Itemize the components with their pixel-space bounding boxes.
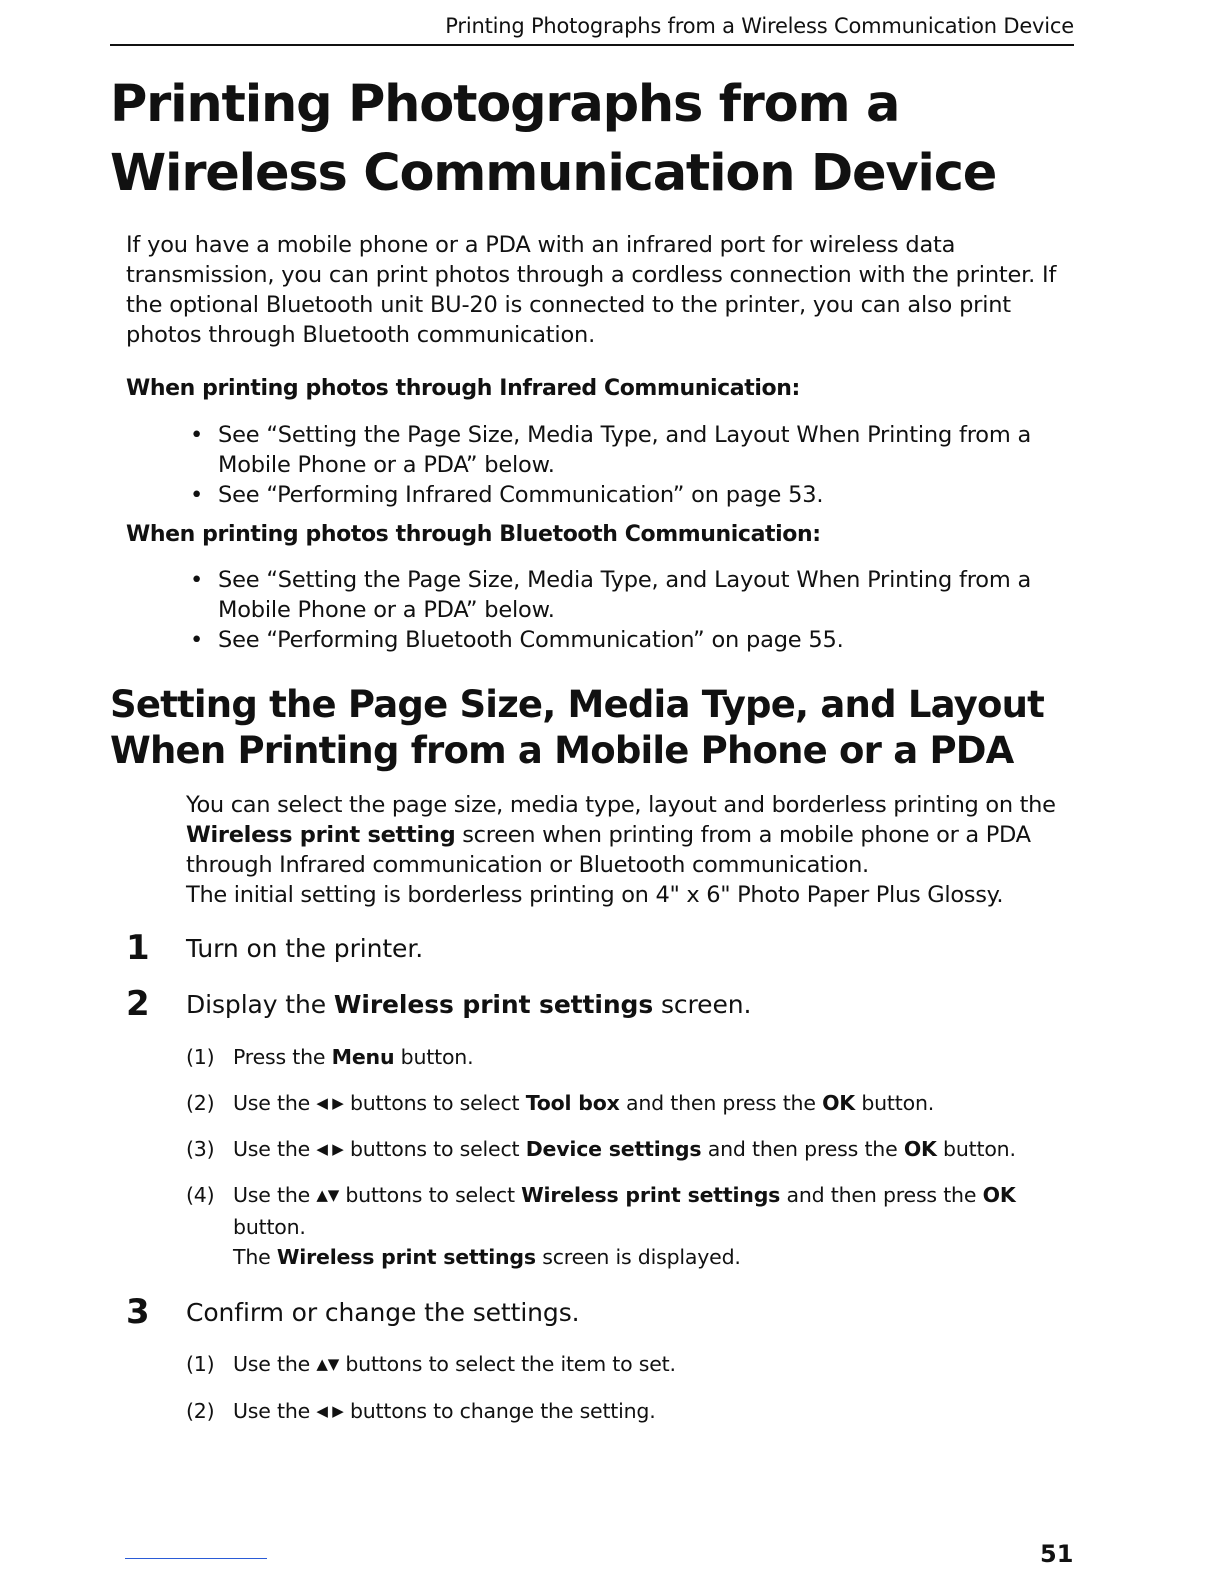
left-right-arrows-icon: ◀ ▶ bbox=[316, 1402, 344, 1420]
text: buttons to select bbox=[343, 1091, 526, 1115]
screen-name: Wireless print settings bbox=[333, 990, 654, 1019]
list-item: • See “Performing Infrared Communication” on page 53. bbox=[186, 480, 1076, 510]
text: buttons to select the item to set. bbox=[339, 1352, 676, 1376]
step-number: 1 bbox=[126, 928, 150, 968]
menu-name: Tool box bbox=[525, 1091, 620, 1115]
text: Use the bbox=[233, 1091, 317, 1115]
list-item: • See “Performing Bluetooth Communication” on page 55. bbox=[186, 625, 1076, 655]
substep-text bbox=[233, 1349, 1033, 1381]
section-body bbox=[186, 790, 1086, 910]
footer-rule bbox=[125, 1558, 267, 1559]
up-down-arrows-icon: ▲▼ bbox=[316, 1355, 340, 1373]
bluetooth-list bbox=[186, 565, 1076, 655]
step-text: Confirm or change the settings. bbox=[186, 1298, 580, 1327]
left-right-arrows-icon: ◀ ▶ bbox=[316, 1140, 344, 1158]
text: and then press the bbox=[619, 1091, 823, 1115]
text: buttons to select bbox=[343, 1137, 526, 1161]
step-text: Turn on the printer. bbox=[186, 934, 424, 963]
page-number: 51 bbox=[1040, 1540, 1074, 1568]
menu-name: Device settings bbox=[525, 1137, 702, 1161]
substep-text bbox=[233, 1396, 1033, 1428]
substep-number: (2) bbox=[186, 1399, 215, 1423]
running-header: Printing Photographs from a Wireless Communication Device bbox=[110, 14, 1074, 46]
button-name: Menu bbox=[331, 1045, 395, 1069]
text: Use the bbox=[233, 1183, 317, 1207]
text: buttons to select bbox=[339, 1183, 522, 1207]
intro-paragraph: If you have a mobile phone or a PDA with an infrared port for wireless data transmission, you can print photos through a cordless connection with the printer. If the optional Bluetooth unit BU-20 is connected to the printer, you can also print photos through Bluetooth communication. bbox=[126, 232, 1057, 348]
text: screen is displayed. bbox=[535, 1245, 741, 1269]
step-number: 3 bbox=[126, 1292, 150, 1332]
text: and then press the bbox=[780, 1183, 983, 1207]
text: button. bbox=[233, 1215, 306, 1239]
text: Use the bbox=[233, 1399, 317, 1423]
text: screen when printing from a mobile phone or a PDA through Infrared communication or Bluetooth communication. bbox=[186, 822, 1031, 878]
substep-text bbox=[233, 1134, 1033, 1166]
text: Press the bbox=[233, 1045, 332, 1069]
menu-name: Wireless print settings bbox=[521, 1183, 781, 1207]
initial-setting-note: The initial setting is borderless printing on 4" x 6" Photo Paper Plus Glossy. bbox=[186, 882, 1004, 908]
text: button. bbox=[936, 1137, 1016, 1161]
text: Display the bbox=[186, 990, 334, 1019]
substep-number: (4) bbox=[186, 1183, 215, 1207]
step-text bbox=[186, 990, 751, 1019]
substep-text bbox=[233, 1042, 1033, 1072]
button-name: OK bbox=[903, 1137, 937, 1161]
substep-text bbox=[233, 1180, 1033, 1272]
text: You can select the page size, media type, layout and borderless printing on the bbox=[186, 792, 1056, 818]
text: Use the bbox=[233, 1352, 317, 1376]
text: button. bbox=[394, 1045, 474, 1069]
substep-text bbox=[233, 1088, 1033, 1120]
left-right-arrows-icon: ◀ ▶ bbox=[316, 1094, 344, 1112]
substep-number: (3) bbox=[186, 1137, 215, 1161]
page-title: Printing Photographs from a Wireless Communication Device bbox=[110, 75, 997, 203]
substep-number: (1) bbox=[186, 1352, 215, 1376]
up-down-arrows-icon: ▲▼ bbox=[316, 1186, 340, 1204]
screen-name: Wireless print setting bbox=[186, 822, 456, 848]
list-item: • See “Setting the Page Size, Media Type, and Layout When Printing from a Mobile Phone or a PDA” below. bbox=[186, 565, 1076, 625]
text: The bbox=[233, 1245, 277, 1269]
text: button. bbox=[855, 1091, 935, 1115]
section-paragraph bbox=[186, 790, 1086, 880]
section-title: Setting the Page Size, Media Type, and Layout When Printing from a Mobile Phone or a PDA bbox=[110, 683, 1045, 772]
list-item: • See “Setting the Page Size, Media Type, and Layout When Printing from a Mobile Phone or a PDA” below. bbox=[186, 420, 1076, 480]
text: screen. bbox=[653, 990, 752, 1019]
substep-number: (2) bbox=[186, 1091, 215, 1115]
step-number: 2 bbox=[126, 984, 150, 1024]
text: Use the bbox=[233, 1137, 317, 1161]
bluetooth-heading: When printing photos through Bluetooth Communication: bbox=[126, 522, 821, 547]
substep-number: (1) bbox=[186, 1045, 215, 1069]
infrared-heading: When printing photos through Infrared Communication: bbox=[126, 376, 800, 401]
screen-name: Wireless print settings bbox=[276, 1245, 536, 1269]
text: and then press the bbox=[701, 1137, 904, 1161]
button-name: OK bbox=[982, 1183, 1016, 1207]
button-name: OK bbox=[822, 1091, 855, 1115]
text: buttons to change the setting. bbox=[343, 1399, 656, 1423]
infrared-list bbox=[186, 420, 1076, 510]
